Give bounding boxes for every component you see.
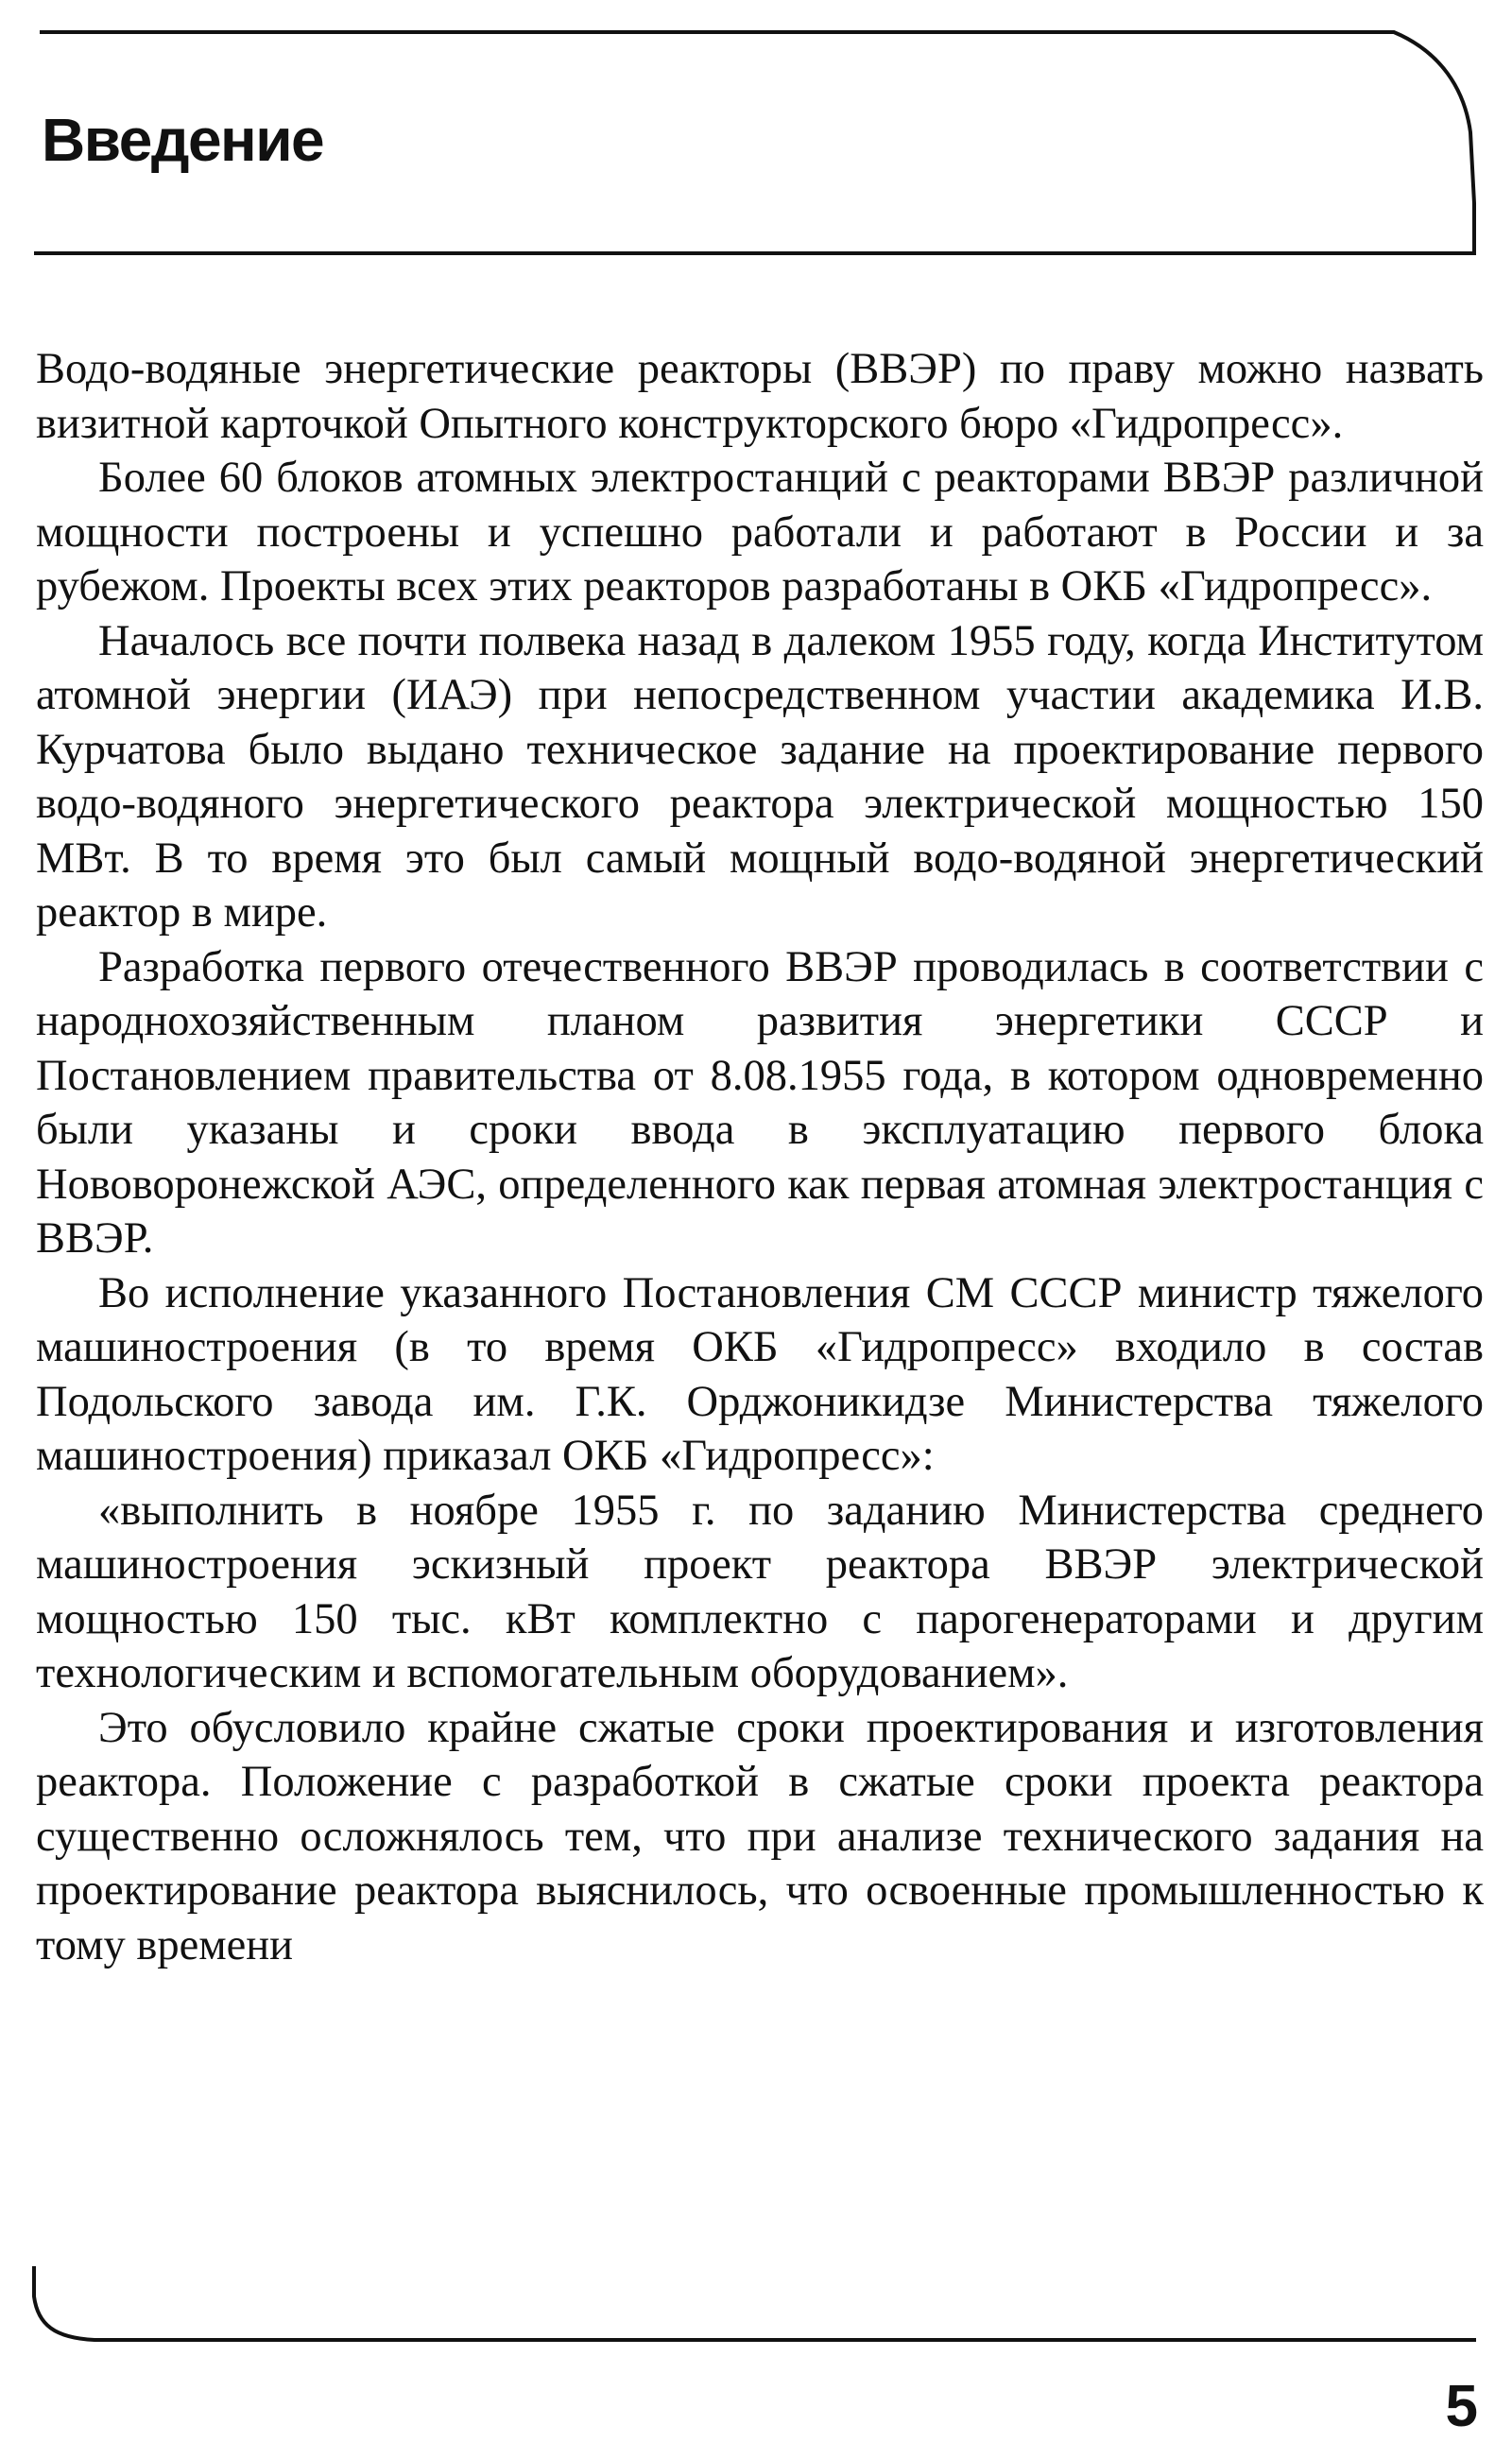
page-footer-frame (0, 2230, 1512, 2353)
paragraph: Это обусловило крайне сжатые сроки проектирования и изготовления реактора. Положение с разработкой в сжатые сроки проекта реактора существенно осложнялось тем, что при анализе технического задания на проектирование реактора выяснилось, что освоенные промышленностью к тому времени (36, 1703, 1484, 1969)
paragraph: Водо-водяные энергетические реакторы (ВВЭР) по праву можно назвать визитной карточкой Опытного конструкторского бюро «Гидропресс». (36, 345, 1484, 448)
chapter-title: Введение (42, 106, 324, 174)
paragraph: Началось все почти полвека назад в далеком 1955 году, когда Институтом атомной энергии (ИАЭ) при непосредственном участии академика И.В. Курчатова было выдано техническое задание на проектирование первого водо-водяного энергетического реактора электрической мощностью 150 МВт. В то время это был самый мощный водо-водяной энергетический реактор в мире. (36, 616, 1484, 937)
body-text (36, 342, 1484, 1972)
paragraph: Разработка первого отечественного ВВЭР проводилась в соответствии с народнохозяйственным планом развития энергетики СССР и Постановлением правительства от 8.08.1955 года, в котором одновременно были указаны и сроки ввода в эксплуатацию первого блока Нововоронежской АЭС, определенного как первая атомная электростанция с ВВЭР. (36, 942, 1484, 1263)
paragraph: «выполнить в ноябре 1955 г. по заданию Министерства среднего машиностроения эскизный проект реактора ВВЭР электрической мощностью 150 тыс. кВт комплектно с парогенераторами и другим технологическим и вспомогательным оборудованием». (36, 1486, 1484, 1697)
page-number: 5 (1445, 2374, 1478, 2439)
paragraph: Во исполнение указанного Постановления СМ СССР министр тяжелого машиностроения (в то время ОКБ «Гидропресс» входило в состав Подольского завода им. Г.К. Орджоникидзе Министерства тяжелого машиностроения) приказал ОКБ «Гидропресс»: (36, 1268, 1484, 1480)
paragraph: Более 60 блоков атомных электростанций с реакторами ВВЭР различной мощности построены и успешно работали и работают в России и за рубежом. Проекты всех этих реакторов разработаны в ОКБ «Гидропресс». (36, 454, 1484, 610)
